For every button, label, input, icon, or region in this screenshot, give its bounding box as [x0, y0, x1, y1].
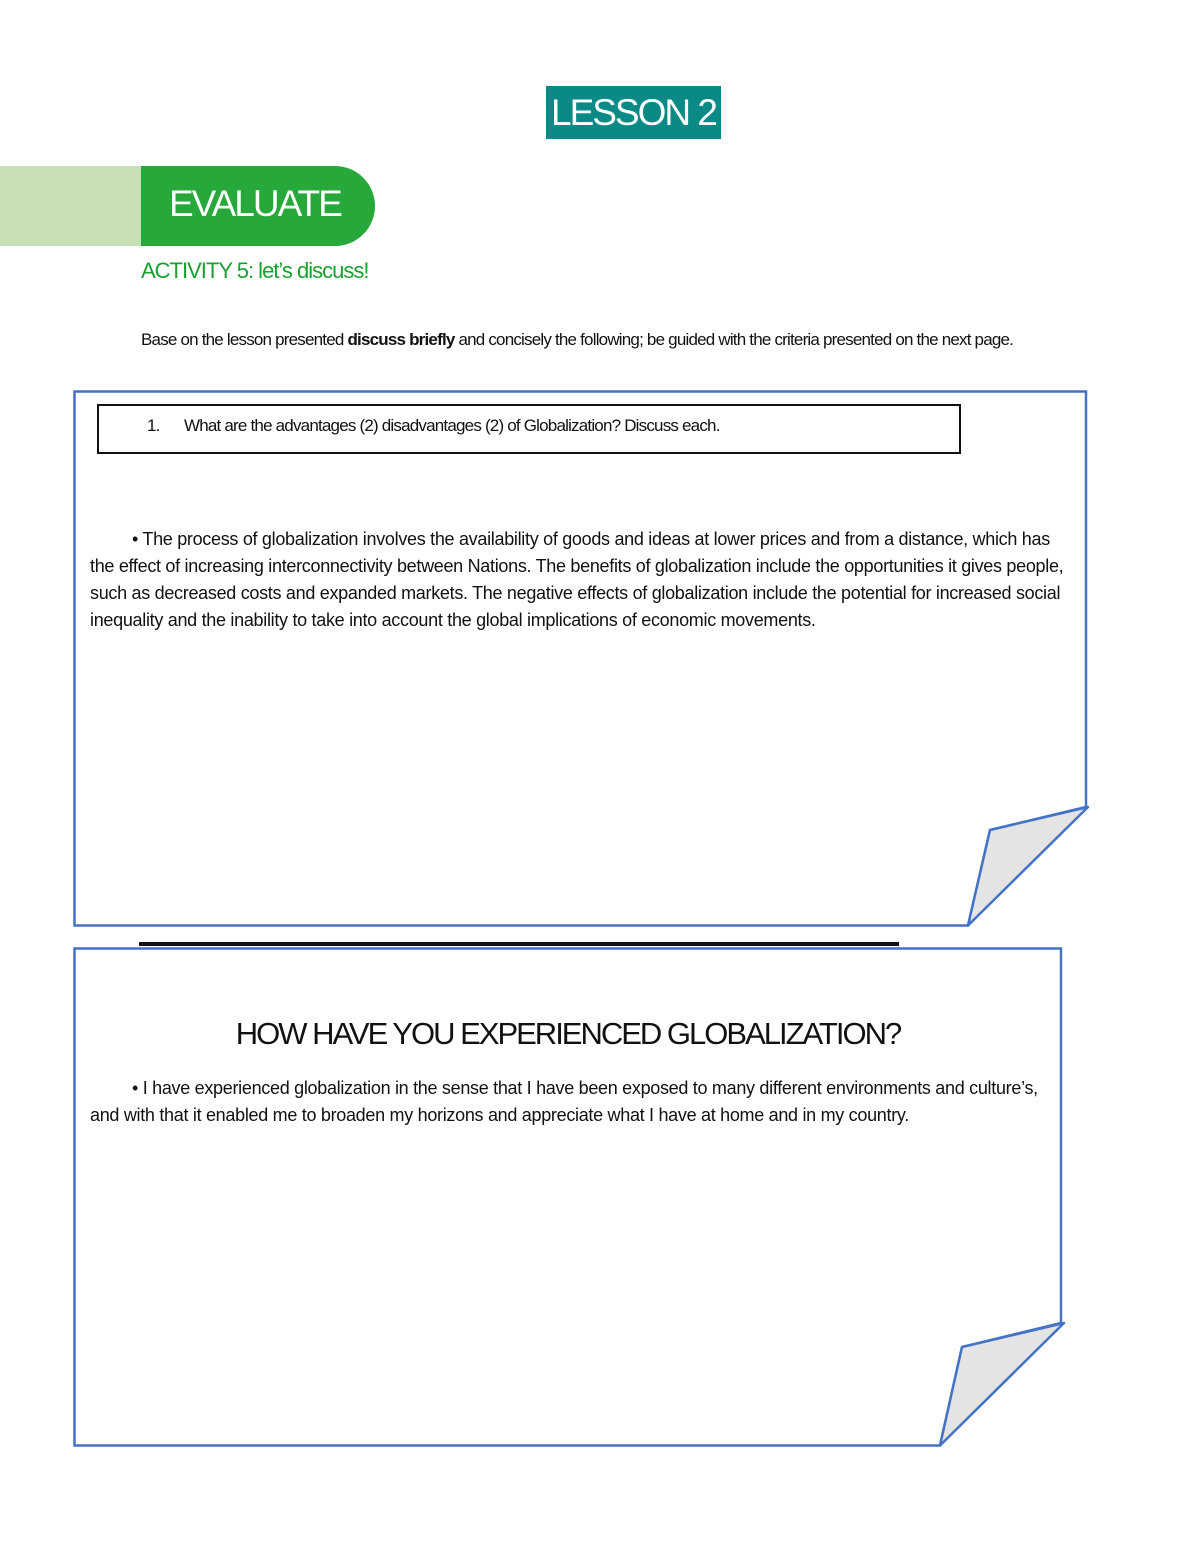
answer-1-text: • The process of globalization involves the availability of goods and ideas at lower prices and from a distance, which has the effect of increasing interconnectivity between Nations. The benefits of globalization include the opportunities it gives people, such as decreased costs and expanded markets. The negative effects of globalization include the potential for increased social inequality and the inability to take into account the global implications of economic movements. [90, 529, 1064, 630]
section-heading: HOW HAVE YOU EXPERIENCED GLOBALIZATION? [235, 1016, 901, 1051]
activity-title: ACTIVITY 5: let’s discuss! [141, 258, 369, 283]
question-number: 1. [147, 416, 160, 435]
question-text: What are the advantages (2) disadvantages (2) of Globalization? Discuss each. [184, 416, 720, 435]
lesson-badge: LESSON 2 [546, 86, 721, 139]
answer-card-1 [73, 390, 1089, 927]
instructions-text-start: Base on the lesson presented [141, 330, 348, 349]
instructions-emphasis: discuss briefly [347, 330, 455, 349]
answer-2-text: • I have experienced globalization in the sense that I have been exposed to many different environments and culture’s, and with that it enabled me to broaden my horizons and appreciate what I have at home and in my country. [90, 1078, 1038, 1125]
instructions [141, 326, 1081, 353]
instructions-text-end: and concisely the following; be guided with the criteria presented on the next page. [454, 330, 1014, 349]
divider-bar [139, 942, 899, 946]
question-1-box [97, 404, 961, 454]
curled-page-frame-1 [73, 390, 1089, 927]
evaluate-banner: EVALUATE [141, 166, 375, 246]
evaluate-accent-bar [0, 166, 142, 246]
